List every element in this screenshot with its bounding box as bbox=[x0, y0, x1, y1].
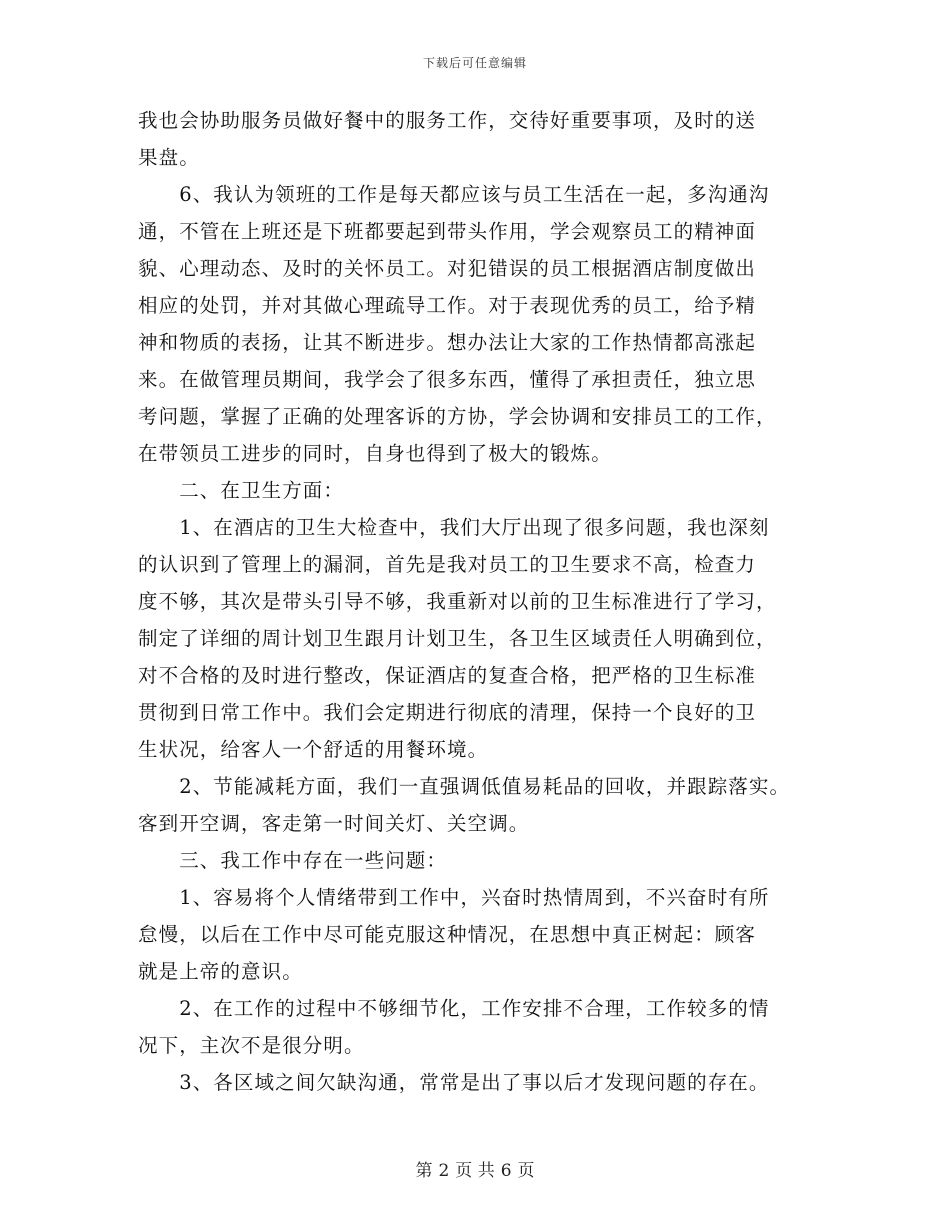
footer-suffix: 页 bbox=[517, 1161, 535, 1181]
text-line: 对不合格的及时进行整改，保证酒店的复查合格，把严格的卫生标准 bbox=[138, 664, 757, 687]
text-line: 怠慢，以后在工作中尽可能克服这种情况，在思想中真正树起：顾客 bbox=[138, 923, 757, 946]
header-note: 下载后可任意编辑 bbox=[422, 56, 527, 70]
page-footer bbox=[0, 1156, 950, 1181]
text-line: 生状况，给客人一个舒适的用餐环境。 bbox=[138, 738, 489, 761]
text-line: 的认识到了管理上的漏洞，首先是我对员工的卫生要求不高，检查力 bbox=[138, 553, 757, 576]
text-line: 1、在酒店的卫生大检查中，我们大厅出现了很多问题，我也深刻 bbox=[138, 516, 770, 539]
text-line: 就是上帝的意识。 bbox=[138, 960, 303, 983]
text-line: 况下，主次不是很分明。 bbox=[138, 1034, 365, 1057]
page-number: 2 bbox=[438, 1161, 450, 1181]
text-line: 在带领员工进步的同时，自身也得到了极大的锻炼。 bbox=[138, 442, 612, 465]
text-line: 相应的处罚，并对其做心理疏导工作。对于表现优秀的员工，给予精 bbox=[138, 294, 757, 317]
section-heading: 二、在卫生方面： bbox=[138, 479, 345, 502]
text-line: 3、各区域之间欠缺沟通，常常是出了事以后才发现问题的存在。 bbox=[138, 1071, 770, 1094]
text-line: 神和物质的表扬，让其不断进步。想办法让大家的工作热情都高涨起 bbox=[138, 331, 757, 354]
footer-prefix: 第 bbox=[415, 1161, 433, 1181]
text-line: 2、节能减耗方面，我们一直强调低值易耗品的回收，并跟踪落实。 bbox=[138, 775, 791, 798]
section-heading: 三、我工作中存在一些问题： bbox=[138, 849, 448, 872]
document-body bbox=[138, 102, 828, 1101]
text-line: 来。在做管理员期间，我学会了很多东西，懂得了承担责任，独立思 bbox=[138, 368, 757, 391]
text-line: 2、在工作的过程中不够细节化，工作安排不合理，工作较多的情 bbox=[138, 997, 770, 1020]
text-line: 1、容易将个人情绪带到工作中，兴奋时热情周到，不兴奋时有所 bbox=[138, 886, 770, 909]
text-line: 貌、心理动态、及时的关怀员工。对犯错误的员工根据酒店制度做出 bbox=[138, 257, 757, 280]
text-line: 贯彻到日常工作中。我们会定期进行彻底的清理，保持一个良好的卫 bbox=[138, 701, 757, 724]
text-line: 度不够，其次是带头引导不够，我重新对以前的卫生标准进行了学习， bbox=[138, 590, 777, 613]
text-line: 制定了详细的周计划卫生跟月计划卫生，各卫生区域责任人明确到位， bbox=[138, 627, 777, 650]
text-line: 考问题，掌握了正确的处理客诉的方协，学会协调和安排员工的工作， bbox=[138, 405, 777, 428]
text-line: 我也会协助服务员做好餐中的服务工作，交待好重要事项，及时的送 bbox=[138, 109, 757, 132]
text-line: 客到开空调，客走第一时间关灯、关空调。 bbox=[138, 812, 530, 835]
text-line: 果盘。 bbox=[138, 146, 200, 169]
text-line: 通，不管在上班还是下班都要起到带头作用，学会观察员工的精神面 bbox=[138, 220, 757, 243]
text-line: 6、我认为领班的工作是每天都应该与员工生活在一起，多沟通沟 bbox=[138, 183, 770, 206]
footer-middle: 页 共 bbox=[455, 1161, 495, 1181]
total-pages: 6 bbox=[500, 1161, 512, 1181]
